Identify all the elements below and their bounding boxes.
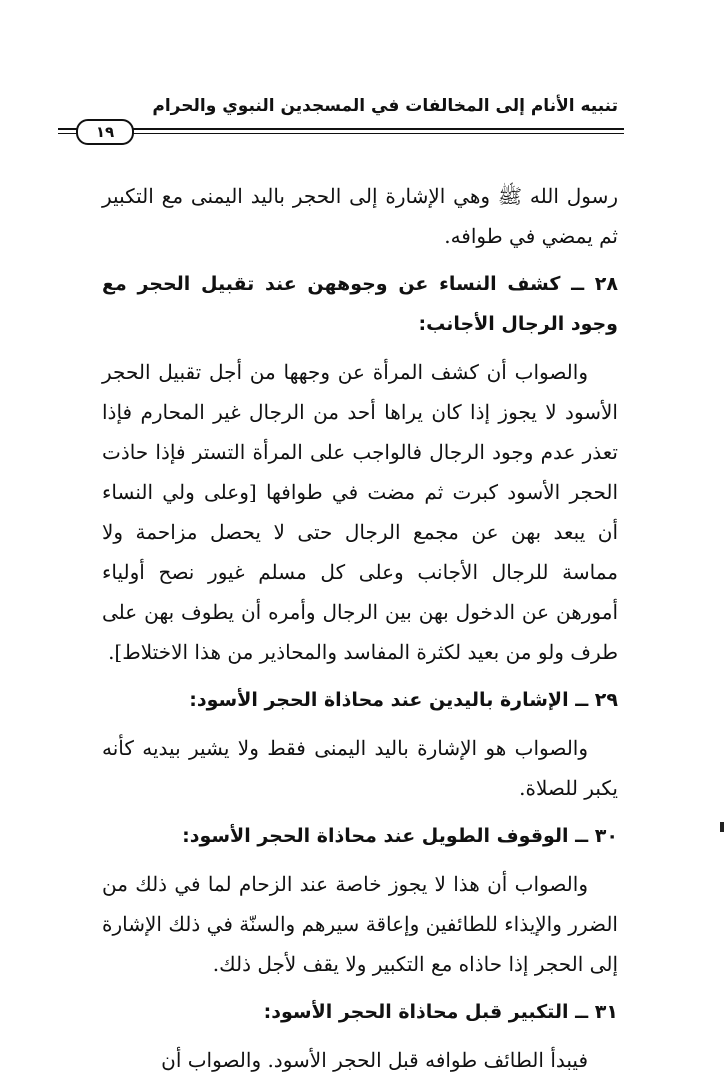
paragraph-31: فيبدأ الطائف طوافه قبل الحجر الأسود. والصواب أن: [161, 1048, 588, 1072]
paragraph-30: والصواب أن هذا لا يجوز خاصة عند الزحام لما في ذلك من الضرر والإيذاء للطائفين وإعاقة سيرهم والسنّة في ذلك الإشارة إلى الحجر إذا حاذاه مع التكبير ولا يقف لأجل ذلك.: [102, 872, 618, 976]
paragraph-continuation: رسول الله ﷺ وهي الإشارة إلى الحجر باليد اليمنى مع التكبير ثم يمضي في طوافه.: [102, 184, 618, 248]
header-rule: [58, 128, 624, 134]
page-number: ١٩: [76, 119, 134, 145]
scan-edge-mark: [720, 822, 724, 832]
section-heading-28: ٢٨ ــ كشف النساء عن وجوههن عند تقبيل الحجر مع وجود الرجال الأجانب:: [102, 273, 618, 335]
paragraph-28: والصواب أن كشف المرأة عن وجهها من أجل تقبيل الحجر الأسود لا يجوز إذا كان يراها أحد من الرجال غير المحارم فإذا تعذر عدم وجود الرجال فالواجب على المرأة التستر فإذا حاذت الحجر الأسود كبرت ثم مضت في طوافها [وعلى ولي النساء أن يبعد بهن عن مجمع الرجال حتى لا يحصل مزاحمة ولا مماسة للرجال الأجانب وعلى كل مسلم غيور نصح أولياء أمورهن عن الدخول بهن بين الرجال وأمره أن يطوف بهن على طرف ولو من بعيد لكثرة المفاسد والمحاذير من هذا الاختلاط].: [102, 360, 618, 664]
section-heading-31: ٣١ ــ التكبير قبل محاذاة الحجر الأسود:: [263, 1001, 618, 1023]
running-header-title: تنبيه الأنام إلى المخالفات في المسجدين النبوي والحرام: [152, 96, 618, 116]
section-heading-30: ٣٠ ــ الوقوف الطويل عند محاذاة الحجر الأسود:: [182, 825, 618, 847]
body-text: [102, 176, 618, 1088]
section-heading-29: ٢٩ ــ الإشارة باليدين عند محاذاة الحجر الأسود:: [189, 689, 618, 711]
paragraph-29: والصواب هو الإشارة باليد اليمنى فقط ولا يشير بيديه كأنه يكبر للصلاة.: [102, 736, 618, 800]
